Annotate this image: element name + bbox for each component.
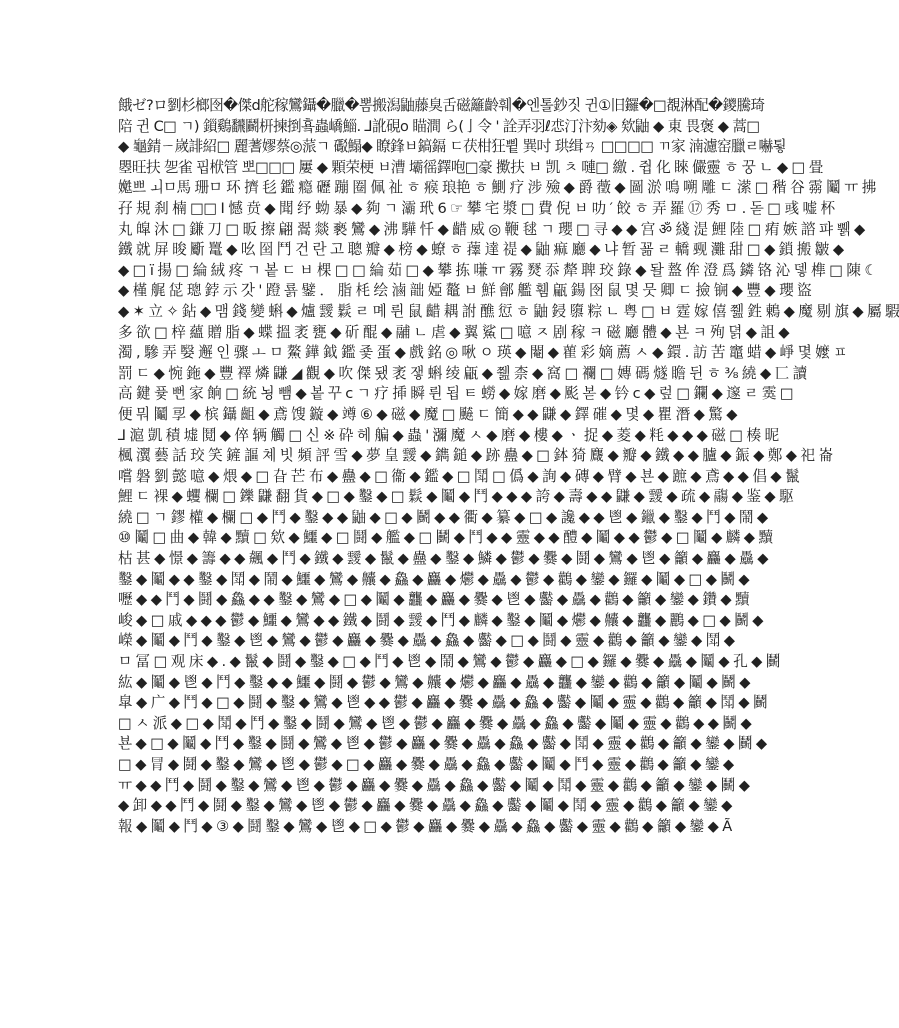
text-line: 嚐 磐 劉 懿 噫 ◆ 煨 ◆ □ 旮 芒 布 ◆ 蠱 ◆ □ 衞 ◆ 鑑 ◆ □ 鬦 □ 僞 ◆ 詢 ◆ 磚 ◆ 臂 ◆ 뵨 ◆ 蹠 ◆ 鳶 ◆ ◆ 倡 ◆ 鬣 — [118, 467, 800, 485]
text-line: 鑿 ◆ 鬮 ◆ ◆ 鑿 ◆ 鬦 ◆ 鬧 ◆ 鱷 ◆ 鸞 ◆ 齉 ◆ 鱻 ◆ 麤 ◆ 爩 ◆ 驫 ◆ 鬱 ◆ 鸛 ◆ 鑾 ◆ 鑼 ◆ 鬮 ◆ □ ◆ 鬭 ◆ — [118, 570, 750, 588]
text-line: 餓ゼ?ロ劉杉榔囹�傑d舵稼鸞鑷�臘�뽐搬潟鼬藤臭舌磁籬齡훼�엔톨鈔짓 귄①旧鑼�□覩淋配�鑁騰琦 — [118, 97, 765, 114]
text-line: ⅃ 滬 凱 積 墟 鬩 ◆ 倅 辆 觸 □ 신 ※ 砕 헤 艑 ◆ 蟲 ' 瀰 魔 ㅅ ◆ 磨 ◆ 樓 ◆ ㆍ 捉 ◆ 菱 ◆ 粍 ◆ ◆ ◆ 磁 □ 楱 昵 — [118, 426, 779, 444]
text-line: 高 鍵 퓿 뻔 家 餉 □ 統 뇡 뺌 ◆ 봍 꾸 ⅽ ㄱ 疗 揷 瞬 륀 됩 ㅌ 蟧 ◆ 嫁 磨 ◆ 颩 볻 ◆ 钤 ⅽ ◆ 렆 □ 鑭 ◆ 邃 ㄹ 霙 □ — [118, 385, 794, 403]
text-line: ⑩ 鬮 □ 曲 ◆ 韓 ◆ 黷 □ 欸 ◆ 鱷 ◆ □ 鬪 ◆ 艦 ◆ □ 鬭 ◆ 鬥 ◆ ◆ 靈 ◆ ◆ 醴 ◆ 鬮 ◆ ◆ 鬱 ◆ □ 鬮 ◆ 麟 ◆ 黷 — [118, 529, 773, 547]
text-line: 報 ◆ 鬮 ◆ 鬥 ◆ ③ ◆ 鬪 鑿 ◆ 鸞 ◆ 鬯 ◆ □ ◆ 鬱 ◆ 麤 ◆ 爨 ◆ 驫 ◆ 鱻 ◆ 齾 ◆ 靈 ◆ 鸛 ◆ 籲 ◆ 鑾 ◆ Ã — [118, 817, 732, 835]
text-line: 陪 귄 Ⅽ□ ㄱ) 鎻鷄飜鬬枅揀捯훀蟲嶠鯔. ⅃訛硯꧐ 瞄澗 ら(亅令 ' 詮弄羽ℓ怷汀汴劾◈ 欸鼬 ◆ 東 畏褒 ◆ 蒿□ — [118, 117, 760, 135]
text-line: 多 欲 □ 梓 蘊 贈 脂 ◆ 蝶 搵 袤 甕 ◆ 斫 醌 ◆ 鬴 ㄴ 虐 ◆ 翼 鯊 □ 噫 ㅈ 剧 稼 ㅋ 磁 廳 體 ◆ 뵨 ㅋ 殉 뎕 ◆ 詛 ◆ — [118, 323, 790, 341]
text-line: 罰 ㄷ ◆ 惋 鉇 ◆ 豐 襗 燐 鼸 ◢ 觀 ◆ 吹 傑 됐 袤 쟇 蝌 绫 甂 ◆ 쮎 柰 ◆ 窩 □ 襴 □ 嫥 碼 燧 瞻 뒨 ㅎ ⅜ 繞 ◆ 匸 讀 — [118, 364, 807, 382]
text-line: ◆ □ ï 揚 □ 綸 絨 疼 ㄱ 봍 ㄷ ㅂ 棵 □ □ 綸 茹 □ ◆ 攀 拣 嗛 ㅠ 霧 燹 忝 犛 聛 珓 錄 ◆ 돨 盩 侔 澄 爲 鏻 铬 沁 뎋 榫 □ 陳 ☾ — [118, 261, 877, 279]
text-line: 枯 甚 ◆ 憬 ◆ 籌 ◆ ◆ 飆 ◆ 鬥 ◆ 鐵 ◆ 靉 ◆ 鬣 ◆ 蠱 ◆ 鑿 ◆ 鱗 ◆ 鬱 ◆ 爨 ◆ 鬪 ◆ 鸞 ◆ 鬯 ◆ 籲 ◆ 麤 ◆ 驫 ◆ — [118, 550, 768, 568]
text-line: 峻 ◆ □ 戚 ◆ ◆ ◆ 鬱 ◆ 鱷 ◆ 鸞 ◆ ◆ 鐵 ◆ 鬪 ◆ 靉 ◆ 鬥 ◆ 麟 ◆ 鑿 ◆ 鬮 ◆ 爩 ◆ 齉 ◆ 龘 ◆ 鸝 ◆ □ ◆ 鬭 ◆ — [118, 611, 763, 629]
text-line: ◆ 龜錆ㄧ嵗誹紹□ 麗蓍嫪蔡◎蒎ㄱ 礟鰨◆ 瞭鋒ㅂ鎬鎘 ㄷ茯柑狂쀹 巽吋 珙缉ㄢ □□□□ ㄲ家 湳濾窑臘ㄹ嚇툏 — [118, 138, 787, 156]
text-line: ◆ 槿 艉 㖚 璁 鋍 示 갓 ' 蹬 룕 鐾 ． 脂 枆 绘 滷 韷 婭 鼇 ㅂ 鮮 鄶 艦 휌 甂 鍚 囹 鼠 몇 뭇 卿 ㄷ 撿 锎 ◆ 豐 ◆ 瓔 盜 — [118, 282, 812, 300]
text-line: 鯉 ㄷ 裸 ◆ 蠼 欄 □ 鑠 鼸 翻 貨 ◆ □ ◆ 鑿 ◆ □ 鬏 ◆ 鬮 ◆ 鬥 ◆ ◆ ◆ 誇 ◆ 壽 ◆ ◆ 鼸 ◆ 靉 ◆ 疏 ◆ 鬺 ◆ 鉴 ◆ 駆 — [118, 488, 794, 506]
text-line: 丸 皡 沐 □ 鎌 刀 □ 昄 擦 翩 翯 燚 褻 鸞 ◆ 沸 驊 忏 ◆ 齰 威 ◎ 鞭 毬 ㄱ 瓔 □ 寻 ◆ ◆ 宫 ॐ 綫 湜 鯉 陸 □ 痏 嫉 諮 퍄 쀍 ◆ — [118, 220, 865, 238]
text-line: 鐵 就 屏 晙 斸 鼍 ◆ 吆 囶 鬥 건 란 고 聰 瓣 ◆ 榜 ◆ 蟟 ㅎ 蘀 達 禔 ◆ 鼬 痲 廳 ◆ 냐 暂 꾦 ㄹ 轎 觋 灘 甜 □ ◆ 鎖 搬 皺 ◆ — [118, 241, 844, 259]
text-line: 孖 規 刹 楠 □□ Ⅰ 憾 贲 ◆ 聞 纾 蚴 暴 ◆ 夠 ㄱ 灞 玳 6 ☞ 攀 宅 漿 □ 費 倪 ㅂ 叻 ′ 餃 ㅎ 弄 羅 ⑰ 秀 ㅁ . 돋 □ 彧 嘘 杯 — [118, 199, 835, 217]
text-line: ◆ ✶ 立 ✧ 鉆 ◆ 맴 錢 變 蝌 ◆ 爐 靉 鬏 ㄹ 몌 륀 鼠 齰 耦 詂 醮 愆 ㅎ 鼬 鋟 隳 粽 ㄴ 粤 □ ㅂ 霆 嫁 僖 쮎 鉎 鶇 ◆ 魔 剔 旗 ◆ 屬 騢 — [118, 302, 899, 320]
text-line: 嶸 ◆ 鬮 ◆ 鬥 ◆ 鑿 ◆ 鬯 ◆ 鸞 ◆ 鬱 ◆ 麤 ◆ 爨 ◆ 驫 ◆ 鱻 ◆ 齾 ◆ □ ◆ 鬪 ◆ 靈 ◆ 鸛 ◆ 籲 ◆ 鑾 ◆ 鬦 ◆ — [118, 632, 735, 650]
text-line: 嚦 ◆ ◆ 鬥 ◆ 鬪 ◆ 鱻 ◆ ◆ 鑿 ◆ 鸞 ◆ □ ◆ 鬮 ◆ 龘 ◆ 麤 ◆ 爨 ◆ 鬯 ◆ 齾 ◆ 驫 ◆ 鸛 ◆ 籲 ◆ 鑾 ◆ 鑽 ◆ 黷 — [118, 591, 750, 609]
text-line: 紘 ◆ 鬮 ◆ 鬯 ◆ 鬥 ◆ 鑿 ◆ ◆ 鱷 ◆ 鬪 ◆ 鬱 ◆ 鸞 ◆ 齉 ◆ 爩 ◆ 麤 ◆ 驫 ◆ 龘 ◆ 鑾 ◆ 鸛 ◆ 籲 ◆ 鬮 ◆ 鬭 ◆ — [118, 673, 750, 691]
text-line: □ ◆ 冐 ◆ 鬪 ◆ 鑿 ◆ 鸞 ◆ 鬯 ◆ 鬱 ◆ □ ◆ 麤 ◆ 爨 ◆ 驫 ◆ 鱻 ◆ 齾 ◆ 鬮 ◆ 鬥 ◆ 靈 ◆ 鸛 ◆ 籲 ◆ 鑾 ◆ — [118, 756, 734, 773]
text-line: 皐 ◆ 广 ◆ 鬥 ◆ □ ◆ 鬪 ◆ 鑿 ◆ 鸞 ◆ 鬯 ◆ ◆ 鬱 ◆ 麤 ◆ 爨 ◆ 驫 ◆ 鱻 ◆ 齾 ◆ 鬮 ◆ 靈 ◆ 鸛 ◆ 籲 ◆ 鬦 ◆ 鬭 — [118, 694, 768, 712]
text-line: 嬔쁘 ㅚㅁ馬 珊ㅁ 环 擠 毝 鑑 瘾 礰 蹦 圈 佩 祉 ㅎ 瘊 琅艳 ㅎ 鰂 疗 涉 殮 ◆ 爵 藢 ◆ 圖 淤 鳴 嗍 雕 ㄷ 潆 □ 稭 谷 霛 鬮 ㅠ 拂 — [118, 179, 876, 197]
text-line: 楓 瀷 藝 話 珓 笑 鏟 謳 쳬 빗 頻 評 雪 ◆ 夢 皇 靉 ◆ 鐫 鎚 ◆ 跡 蠱 ◆ □ 鉢 猗 麙 ◆ 瓣 ◆ 鐵 ◆ ◆ 臚 ◆ 鋠 ◆ 鄭 ◆ 祀 崙 — [118, 447, 833, 465]
body-text — [118, 96, 899, 856]
text-line: 便 뭐 鬮 孠 ◆ 槟 鑷 齟 ◆ 鳶 馊 鏇 ◆ 竴 ⑥ ◆ 磁 ◆ 魔 □ 飇 ㄷ 簡 ◆ ◆ 鼸 ◆ 鐸 磪 ◆ 몇 ◆ 瞿 潛 ◆ 驚 ◆ — [118, 405, 737, 423]
text-line: 뵨 ◆ □ ◆ 鬮 ◆ 鬥 ◆ 鑿 ◆ 鬪 ◆ 鸞 ◆ 鬯 ◆ 鬱 ◆ 麤 ◆ 爨 ◆ 驫 ◆ 鱻 ◆ 齾 ◆ 鬦 ◆ 靈 ◆ 鸛 ◆ 籲 ◆ 鑾 ◆ 鬭 ◆ — [118, 735, 767, 753]
text-line: 濁 , 驂 弄 嫛 邂 인 骤 ㅗ ㅁ 鰲 鏵 鉞 鑑 죷 蛋 ◆ 戲 銘 ◎ 啾 ㅇ 瑛 ◆ 閹 ◆ 雚 彩 嫡 薦 ㅅ ◆ 鐶 . 訪 苦 竈 蜡 ◆ 崢 몇 嬤 ㅍ — [118, 344, 847, 362]
text-line: 繞 □ ㄱ 鏐 權 ◆ 欄 □ ◆ 鬥 ◆ 鑿 ◆ ◆ 鼬 ◆ □ ◆ 鬭 ◆ ◆ 衢 ◆ 纂 ◆ □ ◆ 讒 ◆ ◆ 鬯 ◆ 鑞 ◆ 鑿 ◆ 鬥 ◆ 鬧 ◆ — [118, 508, 768, 526]
text-line: □ ㅅ 派 ◆ □ ◆ 鬦 ◆ 鬥 ◆ 鑿 ◆ 鬪 ◆ 鸞 ◆ 鬯 ◆ 鬱 ◆ 麤 ◆ 爨 ◆ 驫 ◆ 鱻 ◆ 齾 ◆ 鬮 ◆ 靈 ◆ 鸛 ◆ ◆ 鬭 ◆ — [118, 714, 752, 732]
text-line: 瞾旺扶 乫雀 핍栿管 뽀□□□ 屢 ◆ 顆荣梗 ㅂ漕 壩徭鐸咆□豪 擹扶 ㅂ 凯 ㅊ 嗹□ 繳 . 쥡 化 睞 儼靈 ㅎ 꿍 ㄴ ◆ □ 畳 — [118, 158, 823, 176]
text-line: ◆ 卸 ◆ ◆ 鬥 ◆ 鬪 ◆ 鑿 ◆ 鸞 ◆ 鬯 ◆ 鬱 ◆ 麤 ◆ 爨 ◆ 驫 ◆ 鱻 ◆ 齾 ◆ 鬮 ◆ 鬦 ◆ 靈 ◆ 鸛 ◆ 籲 ◆ 鑾 ◆ — [118, 797, 732, 815]
text-line: ㅁ 冨 □ 观 床 ◆ . ◆ 鬣 ◆ 鬪 ◆ 鑿 ◆ □ ◆ 鬥 ◆ 鬯 ◆ 鬧 ◆ 鸞 ◆ 鬱 ◆ 麤 ◆ □ ◆ 鑼 ◆ 爨 ◆ 驫 ◆ 鬮 ◆ 孔 ◆ 鬭 — [118, 653, 780, 671]
text-line: ㅠ ◆ ◆ 鬥 ◆ 鬪 ◆ 鑿 ◆ 鸞 ◆ 鬯 ◆ 鬱 ◆ 麤 ◆ 爨 ◆ 驫 ◆ 鱻 ◆ 齾 ◆ 鬮 ◆ 鬦 ◆ 靈 ◆ 鸛 ◆ 籲 ◆ 鑾 ◆ 鬭 ◆ — [118, 776, 750, 794]
